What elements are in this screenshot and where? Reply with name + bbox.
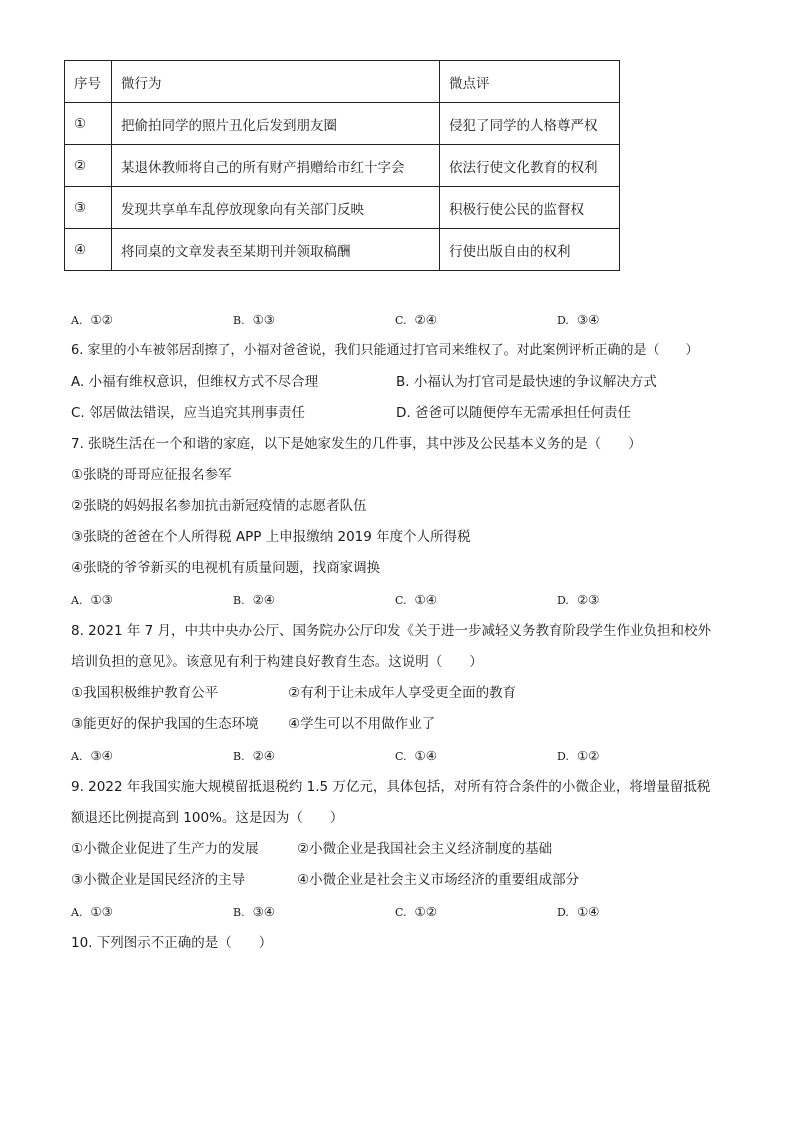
q8-item-4: ④学生可以不用做作业了 (288, 716, 436, 732)
q9-option-d: D. ①④ (557, 904, 600, 919)
table-row (65, 187, 620, 229)
q6-option-c: C. 邻居做法错误，应当追究其刑事责任 (71, 405, 306, 421)
q5-option-b: B. ①③ (233, 312, 276, 327)
q6-option-b: B. 小福认为打官司是最快速的争议解决方式 (396, 374, 657, 390)
q6-option-a: A. 小福有维权意识，但维权方式不尽合理 (71, 374, 319, 390)
q9-item-3: ③小微企业是国民经济的主导 (71, 872, 246, 888)
row-behavior: 发现共享单车乱停放现象向有关部门反映 (112, 187, 440, 229)
row-behavior: 将同桌的文章发表至某期刊并领取稿酬 (112, 229, 440, 271)
q9-stem-line-1: 9. 2022 年我国实施大规模留抵退税约 1.5 万亿元，具体包括，对所有符合条件的小微企业，将增量留抵税 (71, 779, 711, 795)
header-behavior: 微行为 (112, 61, 440, 103)
q7-item-1: ①张晓的哥哥应征报名参军 (71, 467, 232, 483)
q8-stem-line-1: 8. 2021 年 7 月，中共中央办公厅、国务院办公厅印发《关于进一步减轻义务教育阶段学生作业负担和校外 (71, 623, 711, 639)
row-comment: 行使出版自由的权利 (440, 229, 620, 271)
header-comment: 微点评 (440, 61, 620, 103)
q6-stem: 6. 家里的小车被邻居刮擦了，小福对爸爸说，我们只能通过打官司来维权了。对此案例评析正确的是（ ） (71, 343, 699, 358)
q8-item-3: ③能更好的保护我国的生态环境 (71, 716, 259, 732)
q7-stem: 7. 张晓生活在一个和谐的家庭，以下是她家发生的几件事，其中涉及公民基本义务的是（ ） (71, 436, 642, 452)
q9-item-2: ②小微企业是我国社会主义经济制度的基础 (297, 841, 553, 857)
q9-option-c: C. ①② (395, 904, 437, 919)
row-index: ③ (65, 187, 112, 229)
table-row (65, 145, 620, 187)
table-row (65, 103, 620, 145)
row-comment: 依法行使文化教育的权利 (440, 145, 620, 187)
row-index: ① (65, 103, 112, 145)
rights-behavior-table (64, 60, 620, 271)
q9-item-1: ①小微企业促进了生产力的发展 (71, 841, 259, 857)
q7-item-2: ②张晓的妈妈报名参加抗击新冠疫情的志愿者队伍 (71, 498, 367, 514)
q8-item-2: ②有利于让未成年人享受更全面的教育 (288, 685, 517, 701)
q7-option-a: A. ①③ (71, 592, 113, 607)
q9-stem-line-2: 额退还比例提高到 100%。这是因为（ ） (71, 810, 344, 826)
q8-option-d: D. ①② (557, 748, 600, 763)
q5-option-c: C. ②④ (395, 312, 437, 327)
q5-option-a: A. ①② (71, 312, 113, 327)
q8-option-a: A. ③④ (71, 748, 113, 763)
q9-option-b: B. ③④ (233, 904, 276, 919)
q5-option-d: D. ③④ (557, 312, 600, 327)
table-row (65, 229, 620, 271)
header-index: 序号 (65, 61, 112, 103)
row-index: ② (65, 145, 112, 187)
row-behavior: 某退休教师将自己的所有财产捐赠给市红十字会 (112, 145, 440, 187)
row-index: ④ (65, 229, 112, 271)
q7-option-c: C. ①④ (395, 592, 437, 607)
q8-item-1: ①我国积极维护教育公平 (71, 685, 219, 701)
q7-option-b: B. ②④ (233, 592, 276, 607)
q8-option-c: C. ①④ (395, 748, 437, 763)
q7-item-4: ④张晓的爷爷新买的电视机有质量问题，找商家调换 (71, 560, 381, 576)
q10-stem: 10. 下列图示不正确的是（ ） (71, 935, 273, 951)
table-header-row (65, 61, 620, 103)
row-comment: 积极行使公民的监督权 (440, 187, 620, 229)
q9-option-a: A. ①③ (71, 904, 113, 919)
q8-option-b: B. ②④ (233, 748, 276, 763)
q7-option-d: D. ②③ (557, 592, 600, 607)
row-behavior: 把偷拍同学的照片丑化后发到朋友圈 (112, 103, 440, 145)
q8-stem-line-2: 培训负担的意见》。该意见有利于构建良好教育生态。这说明（ ） (71, 654, 483, 670)
q9-item-4: ④小微企业是社会主义市场经济的重要组成部分 (297, 872, 580, 888)
row-comment: 侵犯了同学的人格尊严权 (440, 103, 620, 145)
q6-option-d: D. 爸爸可以随便停车无需承担任何责任 (396, 405, 631, 421)
q7-item-3: ③张晓的爸爸在个人所得税 APP 上申报缴纳 2019 年度个人所得税 (71, 529, 471, 545)
